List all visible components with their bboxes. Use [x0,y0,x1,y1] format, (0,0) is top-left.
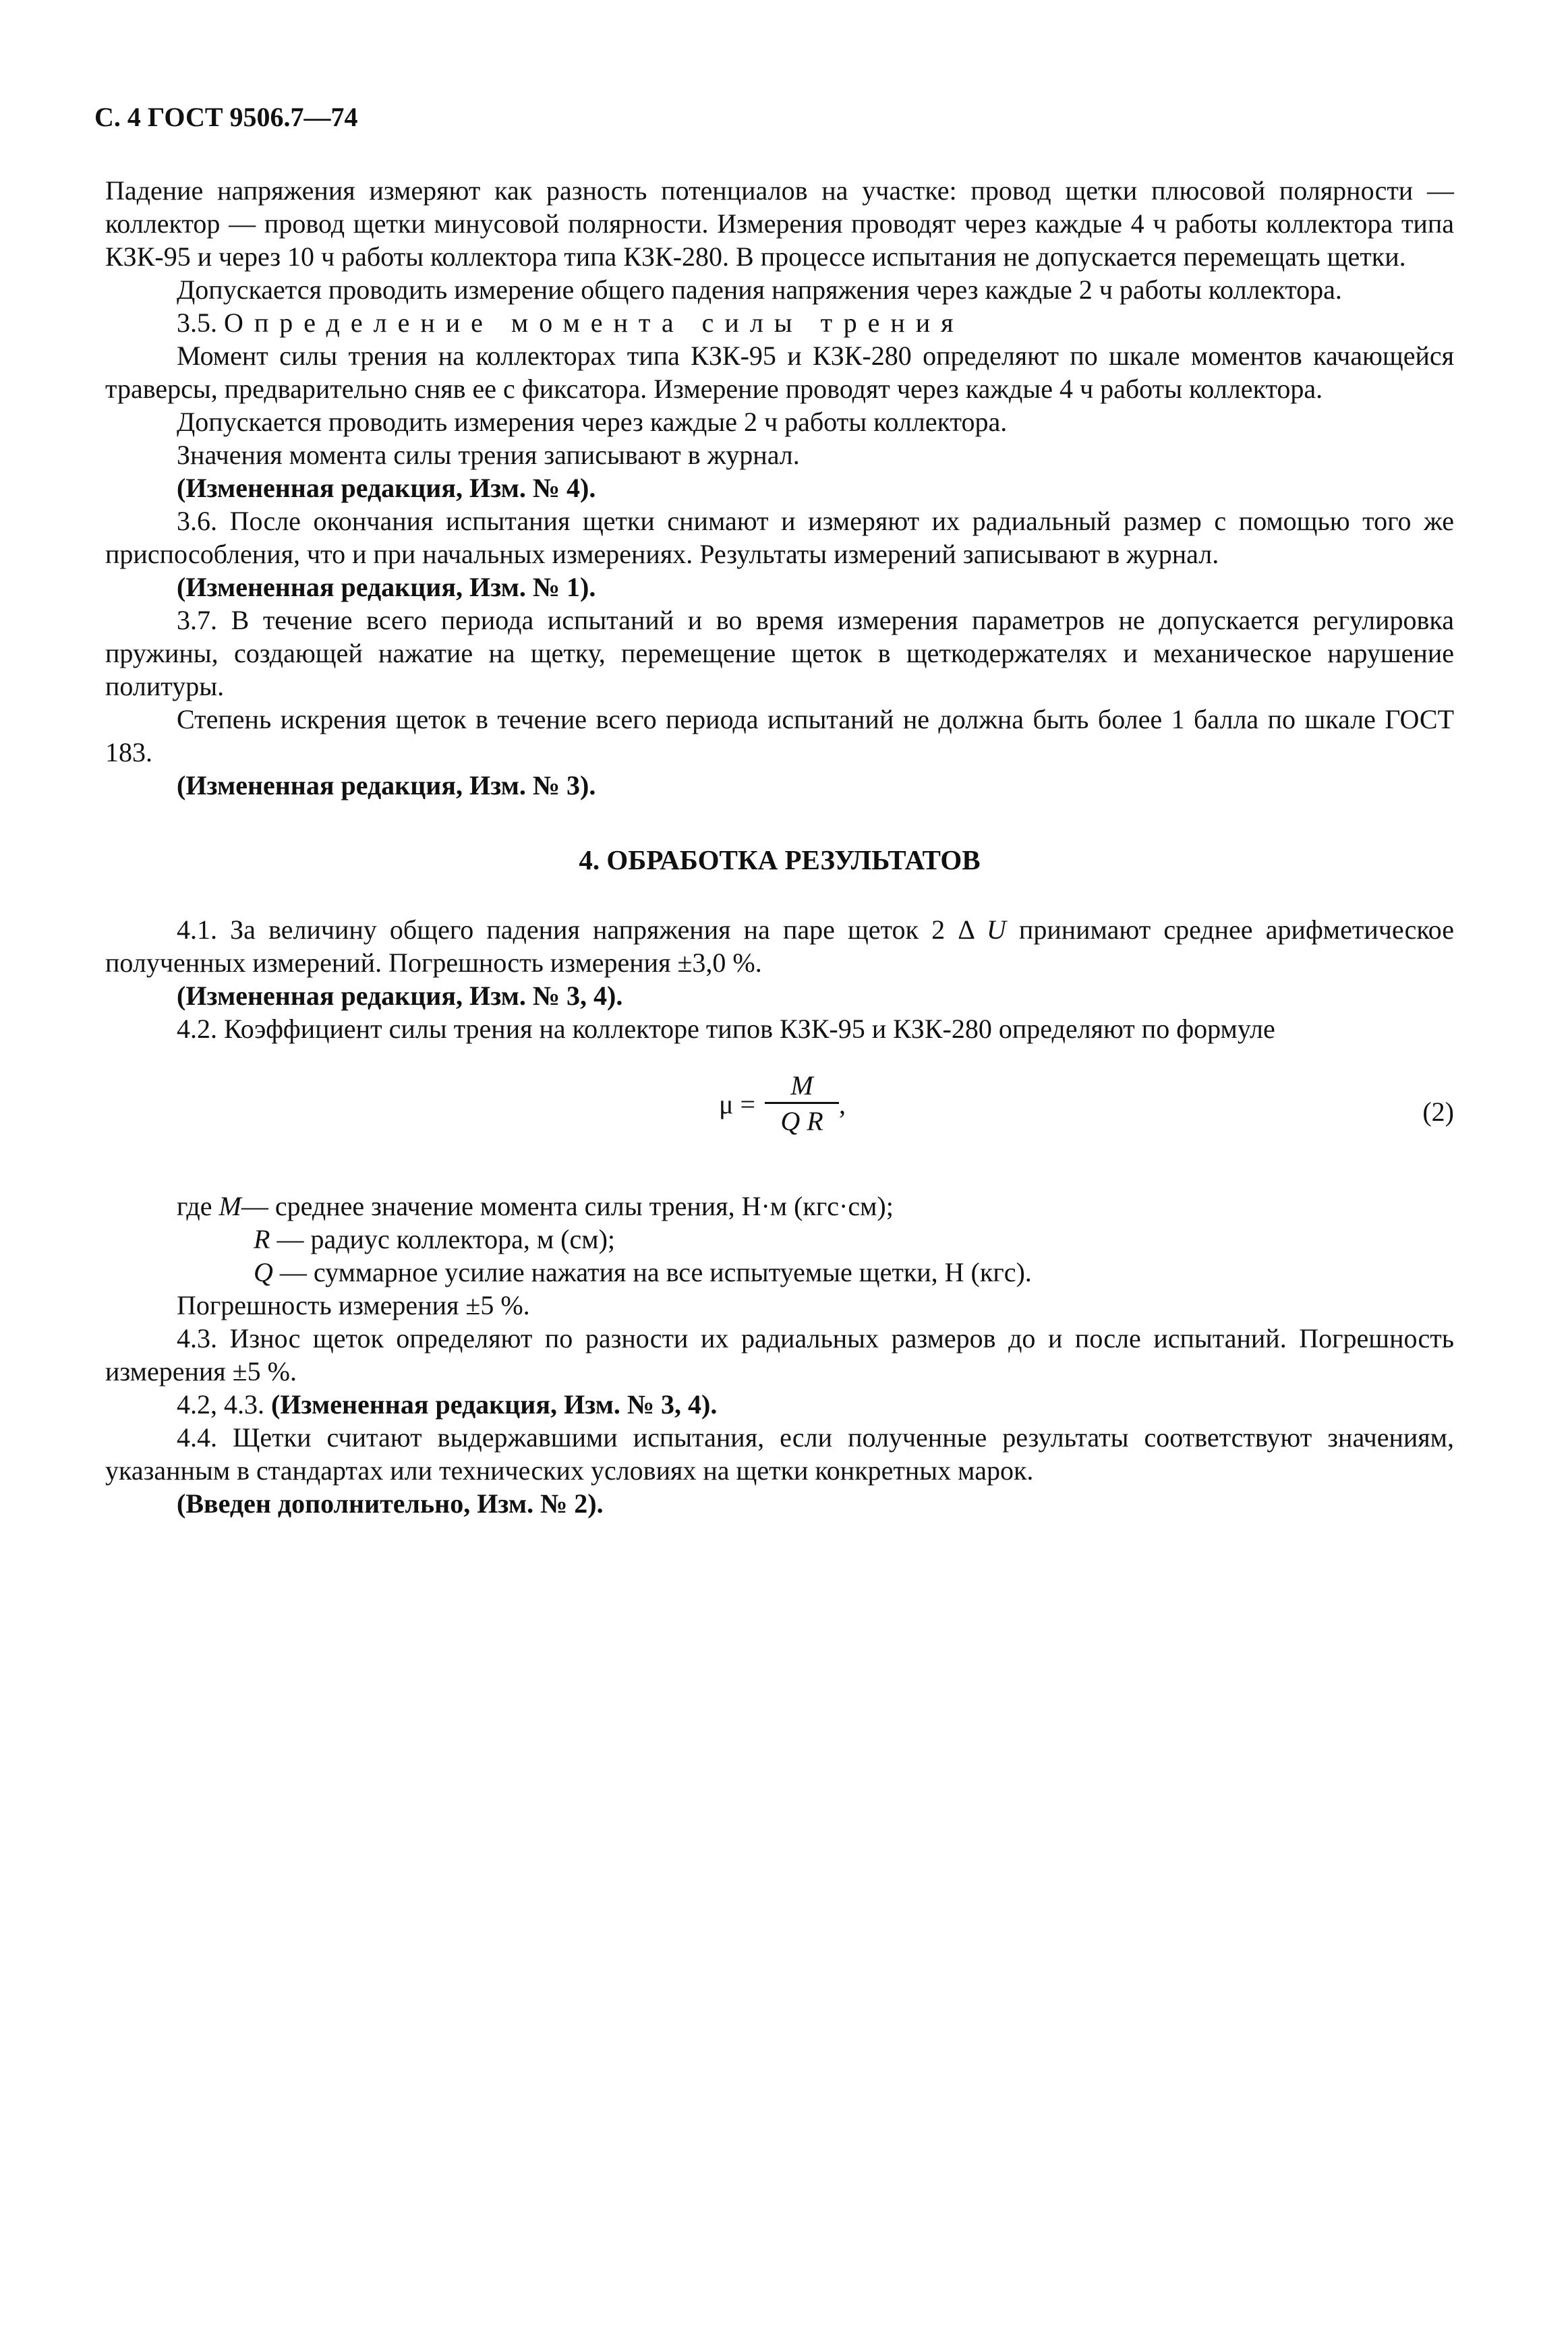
clause-4-2: 4.2. Коэффициент силы трения на коллекторе типов КЗК-95 и КЗК-280 определяют по формуле [177,1014,1275,1044]
definition-r [105,1223,1454,1256]
paragraph-friction-moment: Момент силы трения на коллекторах типа КЗК-95 и КЗК-280 определяют по шкале моментов качающейся траверсы, предварительно сняв ее с фиксатора. Измерение проводят через каждые 4 ч работы коллектора. [105,341,1454,404]
paragraph-friction-journal: Значения момента силы трения записывают в журнал. [177,440,800,470]
clause-4-1 [105,913,1454,979]
clause-4-1-start: 4.1. За величину общего падения напряжения на паре щеток 2 Δ [177,914,974,945]
clause-4-4: 4.4. Щетки считают выдержавшими испытания, если полученные результаты соответствуют значениям, указанным в стандартах или технических условиях на щетки конкретных марок. [105,1422,1454,1486]
formula-lhs: μ = [719,1089,756,1119]
clause-3-6: 3.6. После окончания испытания щетки снимают и измеряют их радиальный размер с помощью того же приспособления, что и при начальных измерениях. Результаты измерений записывают в журнал. [105,506,1454,569]
document-body [105,174,1454,1520]
formula-block [105,1066,1454,1167]
amendment-4-2-4-3-prefix: 4.2, 4.3. [177,1389,264,1420]
definition-m [105,1190,1454,1223]
clause-3-5-number: 3.5. [177,308,217,338]
page-header: С. 4 ГОСТ 9506.7—74 [94,102,358,132]
definition-q [105,1256,1454,1289]
formula-definitions [105,1190,1454,1289]
definition-r-variable: R [254,1224,270,1254]
clause-3-7: 3.7. В течение всего периода испытаний и во время измерения параметров не допускается регулировка пружины, создающей нажатие на щетку, перемещение щеток в щеткодержателях и механическое нарушение политуры. [105,605,1454,701]
clause-3-5-heading [105,306,1454,339]
definition-m-text: — среднее значение момента силы трения, Н·м (кгс·см); [241,1191,894,1221]
formula-denominator: Q R [780,1106,823,1136]
friction-coefficient-formula [719,1070,846,1139]
paragraph-voltage-drop: Падение напряжения измеряют как разность потенциалов на участке: провод щетки плюсовой полярности — коллектор — провод щетки минусовой полярности. Измерения проводят через каждые 4 ч работы коллектора типа КЗК-95 и через 10 ч работы коллектора типа КЗК-280. В процессе испытания не допускается перемещать щетки. [105,175,1454,272]
paragraph-error-5: Погрешность измерения ±5 %. [177,1290,530,1320]
amendment-4-2-4-3-text: (Измененная редакция, Изм. № 3, 4). [271,1389,718,1420]
paragraph-friction-option: Допускается проводить измерения через каждые 2 ч работы коллектора. [177,407,1008,437]
definition-r-text: — радиус коллектора, м (см); [277,1224,615,1254]
amendment-note: (Измененная редакция, Изм. № 1). [177,572,596,602]
clause-4-1-end: принимают среднее арифметическое полученных измерений. Погрешность измерения ±3,0 %. [105,914,1454,978]
formula-fraction [765,1070,839,1139]
paragraph-voltage-drop-option: Допускается проводить измерение общего падения напряжения через каждые 2 ч работы коллектора. [177,274,1342,305]
section-4-title: 4. ОБРАБОТКА РЕЗУЛЬТАТОВ [579,844,981,875]
amendment-note: (Измененная редакция, Изм. № 4). [177,473,596,503]
paragraph-sparking: Степень искрения щеток в течение всего периода испытаний не должна быть более 1 балла по шкале ГОСТ 183. [105,704,1454,767]
formula-numerator: M [790,1070,813,1101]
equation-number: (2) [1422,1097,1454,1127]
definition-m-variable: M [219,1191,241,1221]
clause-3-5-title: Определение момента силы трения [224,308,964,338]
formula-comma: , [839,1089,846,1119]
definition-q-text: — суммарное усилие нажатия на все испытуемые щетки, Н (кгс). [279,1257,1032,1287]
amendment-4-2-4-3 [105,1388,1454,1421]
definition-where: где [177,1191,212,1221]
amendment-note: (Введен дополнительно, Изм. № 2). [177,1488,604,1519]
clause-4-1-variable: U [986,914,1006,945]
clause-4-3: 4.3. Износ щеток определяют по разности их радиальных размеров до и после испытаний. Погрешность измерения ±5 %. [105,1323,1454,1387]
amendment-note: (Измененная редакция, Изм. № 3). [177,770,596,800]
definition-q-variable: Q [254,1257,273,1287]
amendment-note: (Измененная редакция, Изм. № 3, 4). [177,981,623,1011]
